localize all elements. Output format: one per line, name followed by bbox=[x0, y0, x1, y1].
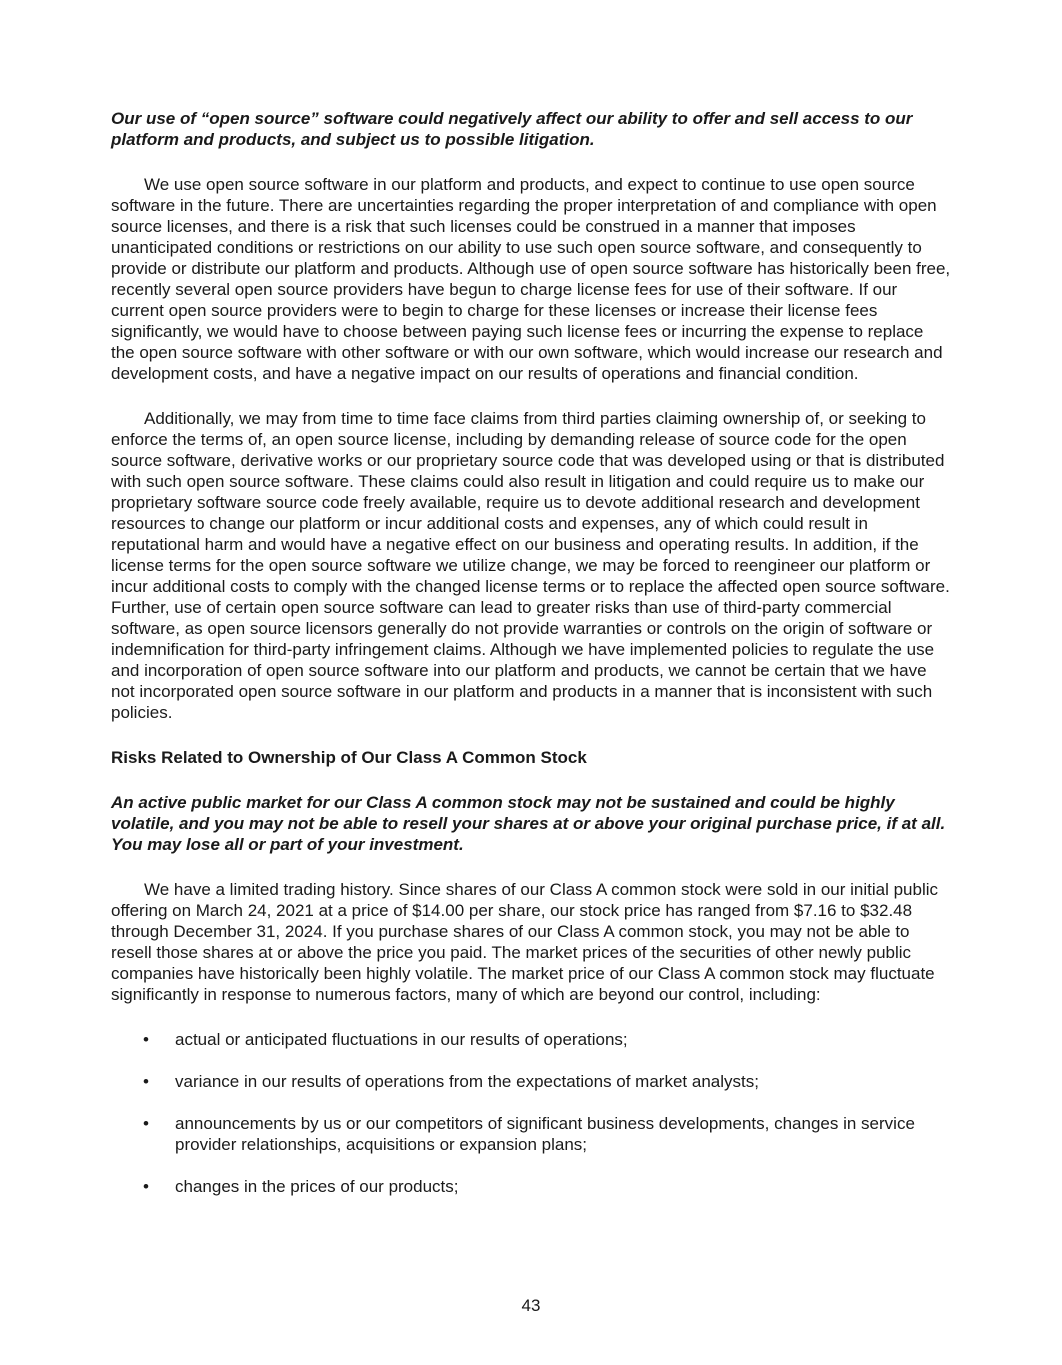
list-item bbox=[111, 1029, 951, 1050]
open-source-paragraph-2: Additionally, we may from time to time face claims from third parties claiming ownership of, or seeking to enforce the terms of, an open source license, including by demanding release of source code for the open source software, derivative works or our proprietary source code that was developed using or that is distributed with such open source software. These claims could also result in litigation and could require us to make our proprietary software source code freely available, require us to devote additional research and development resources to change our platform or incur additional costs and expenses, any of which could result in reputational harm and would have a negative effect on our business and operating results. In addition, if the license terms for the open source software we utilize change, we may be forced to reengineer our platform or incur additional costs to comply with the changed license terms or to replace the affected open source software. Further, use of certain open source software can lead to greater risks than use of third-party commercial software, as open source licensors generally do not provide warranties or controls on the origin of software or indemnification for third-party infringement claims. Although we have implemented policies to regulate the use and incorporation of open source software into our platform and products, we cannot be certain that we have not incorporated open source software in our platform and products in a manner that is inconsistent with such policies. bbox=[111, 409, 950, 722]
market-risk-heading: An active public market for our Class A common stock may not be sustained and could be highly volatile, and you may not be able to resell your shares at or above your original purchase price, if at all. You may lose all or part of your investment. bbox=[111, 793, 946, 854]
section-title: Risks Related to Ownership of Our Class A Common Stock bbox=[111, 748, 587, 767]
page-number: 43 bbox=[521, 1296, 541, 1315]
list-item-text: changes in the prices of our products; bbox=[175, 1177, 459, 1196]
list-item-text: variance in our results of operations from the expectations of market analysts; bbox=[175, 1072, 759, 1091]
list-item-text: actual or anticipated fluctuations in our results of operations; bbox=[175, 1030, 628, 1049]
bullet-icon: • bbox=[143, 1177, 149, 1196]
open-source-paragraph-1: We use open source software in our platform and products, and expect to continue to use open source software in the future. There are uncertainties regarding the proper interpretation of and compliance with open source licenses, and there is a risk that such licenses could be construed in a manner that imposes unanticipated conditions or restrictions on our ability to use such open source software, and consequently to provide or distribute our platform and products. Although use of open source software has historically been free, recently several open source providers have begun to charge license fees for use of their software. If our current open source providers were to begin to charge for these licenses or increase their license fees significantly, we would have to choose between paying such license fees or incurring the expense to replace the open source software with other software or with our own software, which would increase our research and development costs, and have a negative impact on our results of operations and financial condition. bbox=[111, 175, 951, 383]
factor-list bbox=[111, 1029, 951, 1197]
list-item bbox=[111, 1071, 951, 1092]
open-source-risk-heading: Our use of “open source” software could negatively affect our ability to offer and sell access to our platform and products, and subject us to possible litigation. bbox=[111, 109, 913, 149]
list-item bbox=[111, 1113, 951, 1155]
list-item bbox=[111, 1176, 951, 1197]
bullet-icon: • bbox=[143, 1072, 149, 1091]
bullet-icon: • bbox=[143, 1114, 149, 1133]
market-risk-paragraph: We have a limited trading history. Since shares of our Class A common stock were sold in our initial public offering on March 24, 2021 at a price of $14.00 per share, our stock price has ranged from $7.16 to $32.48 through December 31, 2024. If you purchase shares of our Class A common stock, you may not be able to resell those shares at or above the price you paid. The market prices of the securities of other newly public companies have historically been highly volatile. The market price of our Class A common stock may fluctuate significantly in response to numerous factors, many of which are beyond our control, including: bbox=[111, 880, 939, 1004]
document-page bbox=[111, 108, 951, 1218]
bullet-icon: • bbox=[143, 1030, 149, 1049]
list-item-text: announcements by us or our competitors of significant business developments, changes in service provider relationships, acquisitions or expansion plans; bbox=[175, 1114, 915, 1154]
